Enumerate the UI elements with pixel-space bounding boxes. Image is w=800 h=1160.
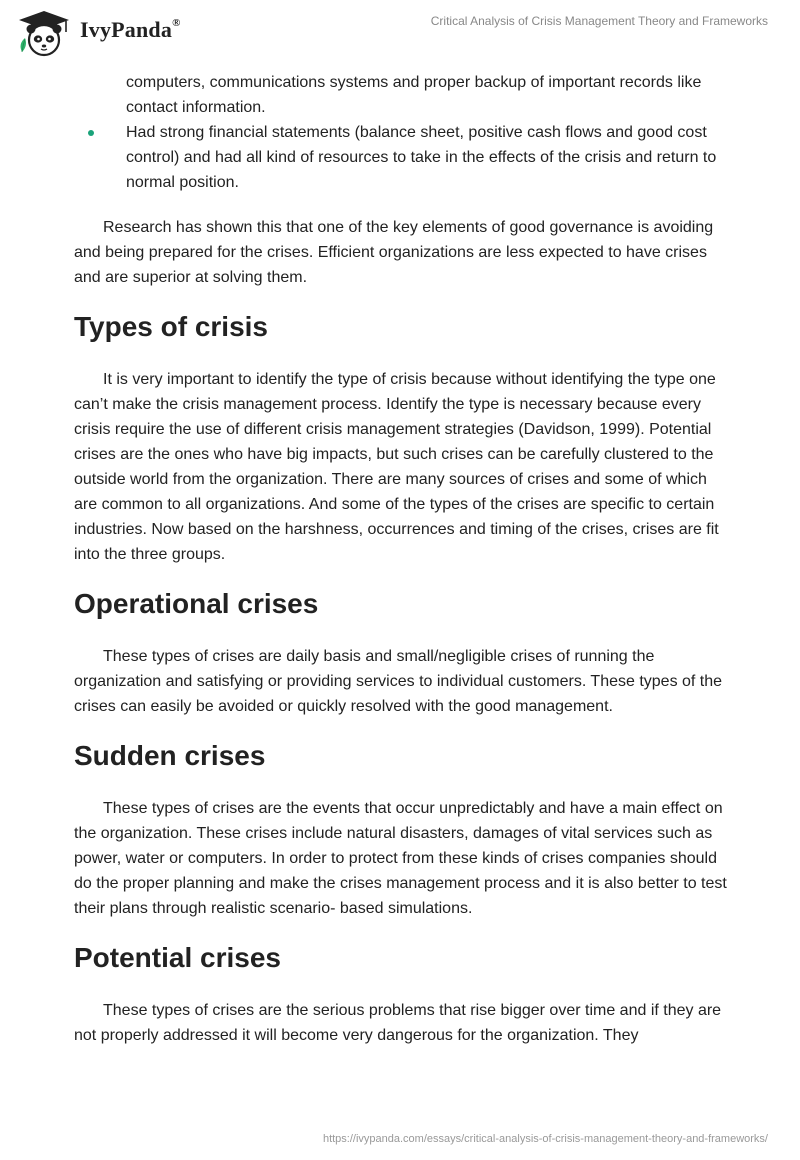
- section-heading: Sudden crises: [74, 740, 266, 771]
- list-item: [74, 70, 734, 120]
- source-url-link[interactable]: https://ivypanda.com/essays/critical-analysis-of-crisis-management-theory-and-frameworks/: [322, 1133, 768, 1145]
- list-item: [74, 120, 734, 195]
- section-paragraph: These types of crises are the events that occur unpredictably and have a main effect on the organization. These crises include natural disasters, damages of vital services such as power, water or computers. In order to protect from these kinds of crises companies should do the proper planning and make the crises management process and it is also better to test their plans through realistic scenario- based simulations.: [74, 800, 727, 917]
- panda-logo-icon[interactable]: [14, 8, 74, 58]
- intro-paragraph: Research has shown this that one of the key elements of good governance is avoiding and being prepared for the crises. Efficient organizations are less expected to have crises and are superior at solving them.: [74, 219, 714, 286]
- section-heading: Potential crises: [74, 942, 281, 973]
- brand-name[interactable]: [80, 17, 181, 43]
- brand-text: IvyPanda: [80, 17, 173, 42]
- bullet-text: Had strong financial statements (balance sheet, positive cash flows and good cost control) and had all kind of resources to take in the effects of the crisis and return to normal position.: [126, 124, 717, 191]
- document-title: Critical Analysis of Crisis Management Theory and Frameworks: [430, 14, 768, 28]
- page-header: [0, 0, 800, 60]
- bullet-text: computers, communications systems and proper backup of important records like contact information.: [126, 74, 702, 116]
- section-heading: Operational crises: [74, 588, 319, 619]
- section-heading: Types of crisis: [74, 311, 269, 342]
- brand-trademark: ®: [172, 16, 181, 29]
- bullet-dot-icon: [88, 130, 94, 136]
- bullet-list: [74, 70, 734, 195]
- article-body: [74, 70, 734, 1048]
- section-paragraph: These types of crises are daily basis and small/negligible crises of running the organization and satisfying or providing services to individual customers. These types of the crises can easily be avoided or quickly resolved with the good management.: [74, 648, 723, 715]
- section-paragraph: It is very important to identify the type of crisis because without identifying the type one can’t make the crisis management process. Identify the type is necessary because every crisis require the use of different crisis management strategies (Davidson, 1999). Potential crises are the ones who have big impacts, but such crises can be carefully clustered to the outside world from the organization. There are many sources of crises and some of which are common to all organizations. And some of the types of the crises are specific to certain industries. Now based on the harshness, occurrences and timing of the crises, crises are fit into the three groups.: [74, 371, 719, 563]
- section-paragraph: These types of crises are the serious problems that rise bigger over time and if they are not properly addressed it will become very dangerous for the organization. They: [74, 1002, 722, 1044]
